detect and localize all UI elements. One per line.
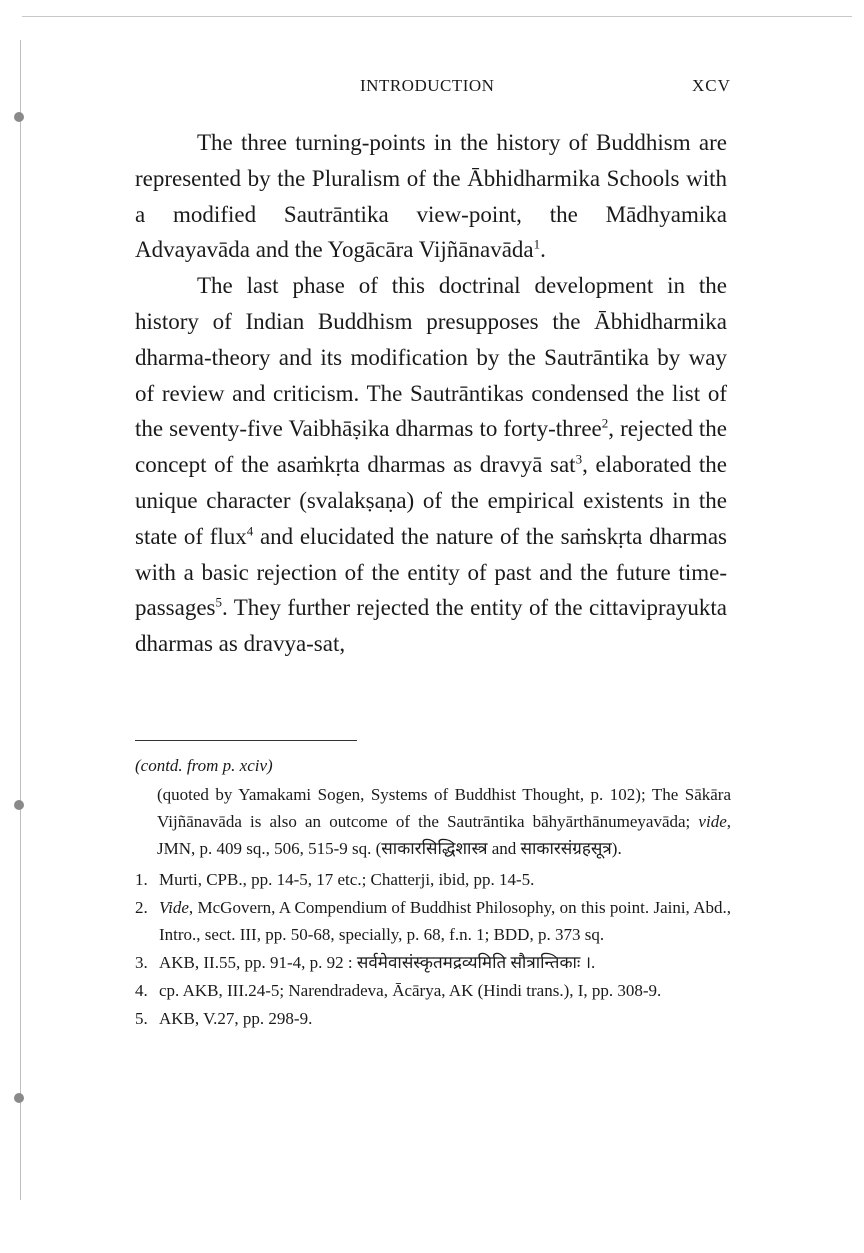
footnote-ref-3: 3: [575, 451, 583, 467]
footnote-number: 4.: [135, 981, 148, 1000]
footnote-text: Murti, CPB., pp. 14-5, 17 etc.; Chatterji, ibid, pp. 14-5.: [159, 870, 535, 889]
paragraph-1-end: .: [540, 237, 546, 263]
paragraph-2-seg-1: The last phase of this doctrinal development in the history of Indian Buddhism presupposes the Ābhidharmika dharma-theory and its modification by the Sautrāntika by way of review and criticism. The Sautrāntikas condensed the list of the seventy-five Vaibhāṣika dharmas to forty-three: [135, 273, 727, 442]
footnote-text-body: , McGovern, A Compendium of Buddhist Philosophy, on this point. Jaini, Abd., Intro., sect. III, pp. 50-68, specially, p. 68, f.n. 1; BDD, p. 373 sq.: [159, 898, 731, 944]
page-number: XCV: [692, 76, 731, 95]
footnote-ref-1: 1: [533, 236, 541, 252]
footnote-3: [135, 949, 731, 976]
scan-mark: [14, 112, 24, 122]
footnote-text: [159, 894, 731, 948]
scan-top-edge: [22, 16, 852, 17]
paragraph-2: [135, 268, 727, 662]
scan-left-edge: [20, 40, 21, 1200]
scan-mark: [14, 800, 24, 810]
footnote-number: 1.: [135, 870, 148, 889]
footnote-text: AKB, V.27, pp. 298-9.: [159, 1009, 313, 1028]
paragraph-1: [135, 125, 727, 268]
footnote-ref-2: 2: [601, 415, 609, 431]
footnote-text: cp. AKB, III.24-5; Narendradeva, Ācārya, AK (Hindi trans.), I, pp. 308-9.: [159, 981, 662, 1000]
paragraph-2-seg-2: , rejected the concept of the asaṁkṛta dharmas as dravyā sat: [135, 416, 728, 478]
footnote-number: 2.: [135, 898, 148, 917]
footnote-ref-4: 4: [246, 523, 254, 539]
footnote-1: [135, 866, 731, 893]
footnote-continued-text-a: (quoted by Yamakami Sogen, Systems of Buddhist Thought, p. 102); The Sākāra Vijñānavāda is also an outcome of the Sautrāntika bāhyārthānumeyavāda;: [157, 785, 731, 831]
footnote-text: AKB, II.55, pp. 91-4, p. 92 : सर्वमेवासंस्कृतमद्रव्यमिति सौत्रान्तिकाः ।.: [159, 953, 596, 972]
scan-mark: [14, 1093, 24, 1103]
footnote-number: 5.: [135, 1009, 148, 1028]
footnote-continued-vide: vide: [698, 812, 727, 831]
paragraph-2-seg-5: . They further rejected the entity of the cittaviprayukta dharmas as dravya-sat,: [135, 595, 727, 657]
paragraph-1-text: The three turning-points in the history of Buddhism are represented by the Pluralism of the Ābhidharmika Schools with a modified Sautrāntika view-point, the Mādhyamika Advayavāda and the Yogācāra Vijñānavāda: [135, 130, 727, 263]
running-title: INTRODUCTION: [360, 76, 495, 95]
footnote-2: [135, 894, 731, 948]
paragraph-2-seg-4: and elucidated the nature of the saṁskṛta dharmas with a basic rejection of the entity of past and the future time-passages: [135, 523, 727, 621]
footnote-4: [135, 977, 731, 1004]
footnote-vide: Vide: [159, 898, 189, 917]
footnotes: [135, 752, 731, 1032]
footnote-rule: [135, 740, 357, 741]
footnote-number: 3.: [135, 953, 148, 972]
footnote-ref-5: 5: [215, 594, 222, 610]
running-head: [0, 76, 864, 100]
paragraph-2-seg-3: , elaborated the unique character (svalakṣaṇa) of the empirical existents in the state of flux: [135, 452, 727, 549]
footnote-continued-text-b: , JMN, p. 409 sq., 506, 515-9 sq. (साकारसिद्धिशास्त्र and साकारसंग्रहसूत्र).: [157, 812, 731, 858]
footnote-continued-label: (contd. from p. xciv): [135, 756, 273, 775]
main-text: [135, 125, 727, 662]
footnote-5: [135, 1005, 731, 1032]
footnote-continued-text: [157, 781, 731, 862]
